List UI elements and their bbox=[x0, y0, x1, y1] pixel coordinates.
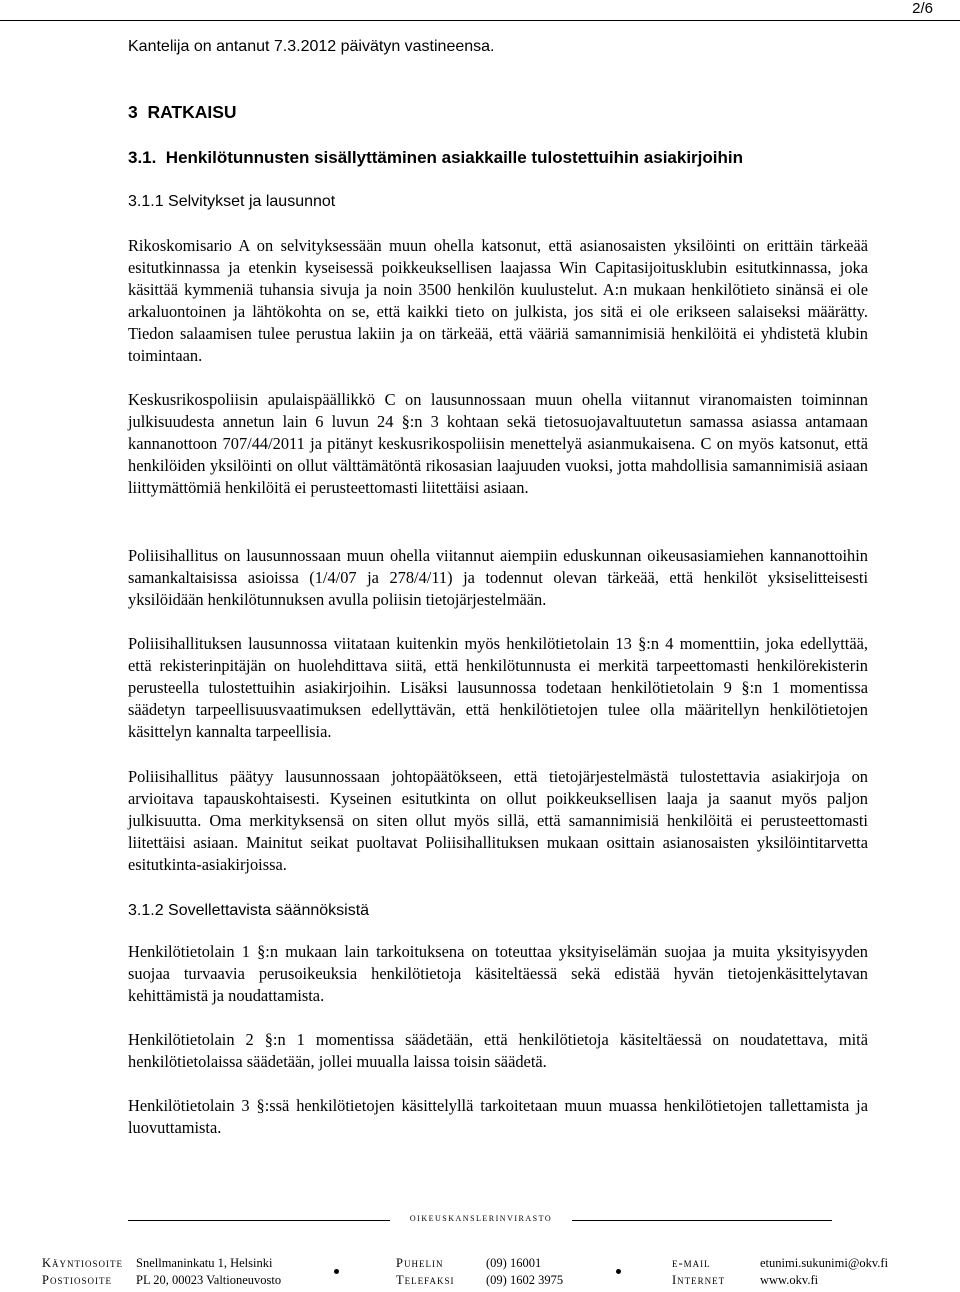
section-title: 3 RATKAISU bbox=[128, 102, 237, 122]
paragraph-text: Poliisihallitus on lausunnossaan muun ohella viitannut aiempiin eduskunnan oikeusasiamiehen kannanottoihin samankaltaisissa asioissa (1/4/07 ja 278/4/11) ja todennut olevan tärkeää, että henkilöt yksiselitteisesti yksilöidään henkilötunnuksen avulla poliisin tietojärjestelmään. bbox=[128, 546, 868, 609]
web-value: www.okv.fi bbox=[760, 1273, 819, 1287]
email-label: e-mail bbox=[672, 1256, 711, 1270]
intro-line: Kantelija on antanut 7.3.2012 päivätyn vastineensa. bbox=[128, 38, 495, 55]
email-value: etunimi.sukunimi@okv.fi bbox=[760, 1256, 889, 1270]
phone-label: Puhelin bbox=[396, 1256, 444, 1270]
office-name: oikeuskanslerinvirasto bbox=[409, 1212, 553, 1224]
paragraph-text: Rikoskomisario A on selvityksessään muun ohella katsonut, että asianosaisten yksilöinti on erittäin tärkeää esitutkinnassa ja etenkin kyseisessä poikkeuksellisen laajassa Win Capitasijoitusklubin esitutkinnassa, joka käsittää kymmeniä tuhansia sivuja ja noin 3500 henkilön kuulustelut. A:n mukaan henkilötieto sinänsä ei ole arkaluontoinen ja lähtökohta on se, että kaikki tieto on julkista, jos sitä ei ole erikseen salaiseksi määrätty. Tiedon salaamisen tulee perustua lakiin ja on tärkeää, että vääriä samannimisiä henkilöitä ei yhdistetä klubin toimintaan. bbox=[128, 236, 868, 365]
paragraph-text: Henkilötietolain 1 §:n mukaan lain tarkoituksena on toteuttaa yksityiselämän suojaa ja muita yksityisyyden suojaa turvaavia perusoikeuksia henkilötietoja käsiteltäessä sekä edistää hyvän tietojenkäsittelytavan kehittämistä ja noudattamista. bbox=[128, 942, 868, 1005]
separator-dot bbox=[616, 1269, 621, 1274]
paragraph-text: Henkilötietolain 2 §:n 1 momentissa säädetään, että henkilötietoja käsiteltäessä on noudatettava, mitä henkilötietolaissa säädetään, jollei muualla laissa toisin säädetä. bbox=[128, 1030, 868, 1071]
footer-rule-right bbox=[572, 1220, 832, 1221]
paragraph bbox=[128, 545, 868, 611]
footer-contacts bbox=[0, 1256, 960, 1292]
paragraph-text: Keskusrikospoliisin apulaispäällikkö C on lausunnossaan muun ohella viitannut viranomaisten toiminnan julkisuudesta annetun lain 6 luvun 24 §:n 3 kohtaan sekä tietosuojavaltuutetun samassa asiassa antamaan kannanottoon 707/44/2011 ja pitänyt keskusrikospoliisin menettelyä asianmukaisena. C on myös katsonut, että henkilöiden yksilöinti on ollut välttämätöntä rikosasian laajuuden vuoksi, jotta mahdollisia samannimisiä asiaan liittymättömiä henkilöitä ei perusteettomasti liitettäisi asiaan. bbox=[128, 390, 868, 497]
subsection-title: 3.1. Henkilötunnusten sisällyttäminen asiakkaille tulostettuihin asiakirjoihin bbox=[128, 148, 743, 167]
footer-rule-left bbox=[128, 1220, 390, 1221]
paragraph bbox=[128, 766, 868, 876]
separator-dot bbox=[334, 1269, 339, 1274]
phone-value: (09) 16001 bbox=[486, 1256, 542, 1270]
header-rule bbox=[0, 20, 960, 21]
paragraph bbox=[128, 1095, 868, 1139]
paragraph bbox=[128, 633, 868, 743]
paragraph-text: Henkilötietolain 3 §:ssä henkilötietojen käsittelyllä tarkoitetaan muun muassa henkilötietojen tallettamista ja luovuttamista. bbox=[128, 1096, 868, 1137]
postal-address-value: PL 20, 00023 Valtioneuvosto bbox=[136, 1273, 282, 1287]
paragraph bbox=[128, 941, 868, 1007]
sub2-title: 3.1.2 Sovellettavista säännöksistä bbox=[128, 902, 370, 919]
postal-address-label: Postiosoite bbox=[42, 1273, 112, 1287]
visit-address-value: Snellmaninkatu 1, Helsinki bbox=[136, 1256, 273, 1270]
paragraph-text: Poliisihallituksen lausunnossa viitataan kuitenkin myös henkilötietolain 13 §:n 4 momenttiin, joka edellyttää, että rekisterinpitäjän on huolehdittava siitä, että henkilötunnusta ei merkitä tarpeettomasti henkilörekisterin perusteella tulostettuihin asiakirjoihin. Lisäksi lausunnossa todetaan henkilötietolain 9 §:n 1 momentissa säädetyn tarpeellisuusvaatimuksen edellyttävän, että henkilötietojen tulee olla määritellyn henkilötietojen käsittelyn kannalta tarpeellisia. bbox=[128, 634, 868, 741]
page-number: 2/6 bbox=[912, 0, 933, 17]
paragraph bbox=[128, 389, 868, 499]
paragraph bbox=[128, 1029, 868, 1073]
sub1-title: 3.1.1 Selvitykset ja lausunnot bbox=[128, 193, 336, 210]
fax-value: (09) 1602 3975 bbox=[486, 1273, 564, 1287]
web-label: Internet bbox=[672, 1273, 726, 1287]
paragraph bbox=[128, 235, 868, 367]
visit-address-label: Käyntiosoite bbox=[42, 1256, 124, 1270]
paragraph-text: Poliisihallitus päätyy lausunnossaan johtopäätökseen, että tietojärjestelmästä tulostettavia asiakirjoja on arvioitava tapauskohtaisesti. Kyseinen esitutkinta on ollut poikkeuksellisen laaja ja saanut myös paljon julkisuutta. Oma merkityksensä on siten ollut myös sillä, että samannimisiä henkilöitä ei perusteettomasti liitettäisi asiaan. Mainitut seikat puoltavat Poliisihallituksen mukaan osittain asianosaisten yksilöintitarvetta esitutkinta-asiakirjoissa. bbox=[128, 767, 868, 874]
fax-label: Telefaksi bbox=[396, 1273, 455, 1287]
